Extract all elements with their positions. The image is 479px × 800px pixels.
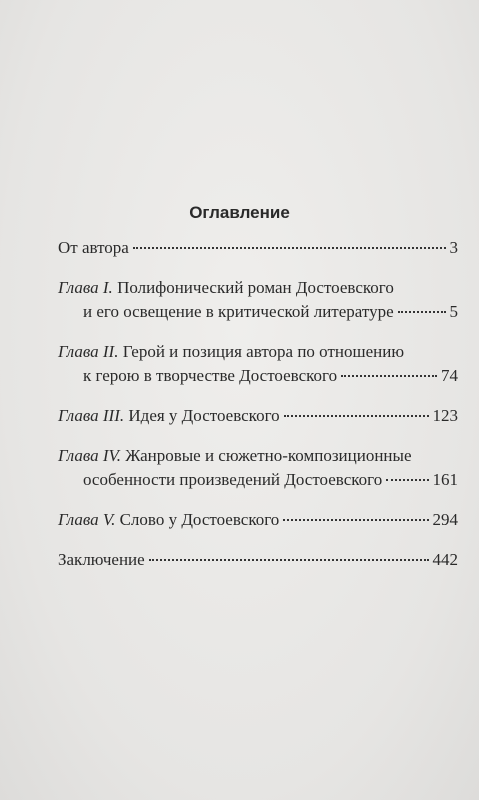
toc-page-number: 161 <box>432 470 458 489</box>
toc-chapter-prefix: Глава III. <box>58 406 125 425</box>
dot-leader <box>398 310 446 313</box>
dot-leader <box>341 374 437 377</box>
toc-chapter-prefix: Глава V. <box>58 510 116 529</box>
toc-entry-title: Жанровые и сюжетно-композиционные <box>125 446 412 465</box>
toc-entry-title: Заключение <box>58 550 145 569</box>
page-title: Оглавление <box>189 203 290 222</box>
toc-entry-title: Идея у Достоевского <box>128 406 280 425</box>
toc-entry-chapter-5 <box>58 510 458 534</box>
dot-leader <box>283 518 428 521</box>
dot-leader <box>386 478 428 481</box>
toc-entry-title-continued: и его освещение в критической литературе <box>83 302 394 321</box>
toc-page-number: 294 <box>432 510 458 529</box>
toc-entry-title: От автора <box>58 238 129 257</box>
dot-leader <box>284 414 429 417</box>
toc-chapter-prefix: Глава IV. <box>58 446 122 465</box>
toc-page-number: 442 <box>432 550 458 569</box>
toc-entry-conclusion <box>58 550 458 574</box>
toc-chapter-prefix: Глава I. <box>58 278 113 297</box>
toc-page-number: 3 <box>449 238 458 257</box>
toc-entry-intro <box>58 238 458 262</box>
toc-entry-title: Полифонический роман Достоевского <box>117 278 394 297</box>
toc-entry-title-continued: особенности произведений Достоевского <box>83 470 383 489</box>
toc-entry-title-continued: к герою в творчестве Достоевского <box>83 366 338 385</box>
toc-page-number: 5 <box>449 302 458 321</box>
table-of-contents <box>58 238 458 590</box>
toc-chapter-prefix: Глава II. <box>58 342 119 361</box>
toc-entry-chapter-4 <box>58 446 458 494</box>
dot-leader <box>133 246 446 249</box>
toc-page-number: 123 <box>432 406 458 425</box>
toc-entry-title: Слово у Достоевского <box>119 510 280 529</box>
toc-entry-title: Герой и позиция автора по отношению <box>122 342 405 361</box>
toc-entry-chapter-1 <box>58 278 458 326</box>
toc-page-number: 74 <box>441 366 458 385</box>
toc-entry-chapter-2 <box>58 342 458 390</box>
dot-leader <box>149 558 429 561</box>
toc-entry-chapter-3 <box>58 406 458 430</box>
